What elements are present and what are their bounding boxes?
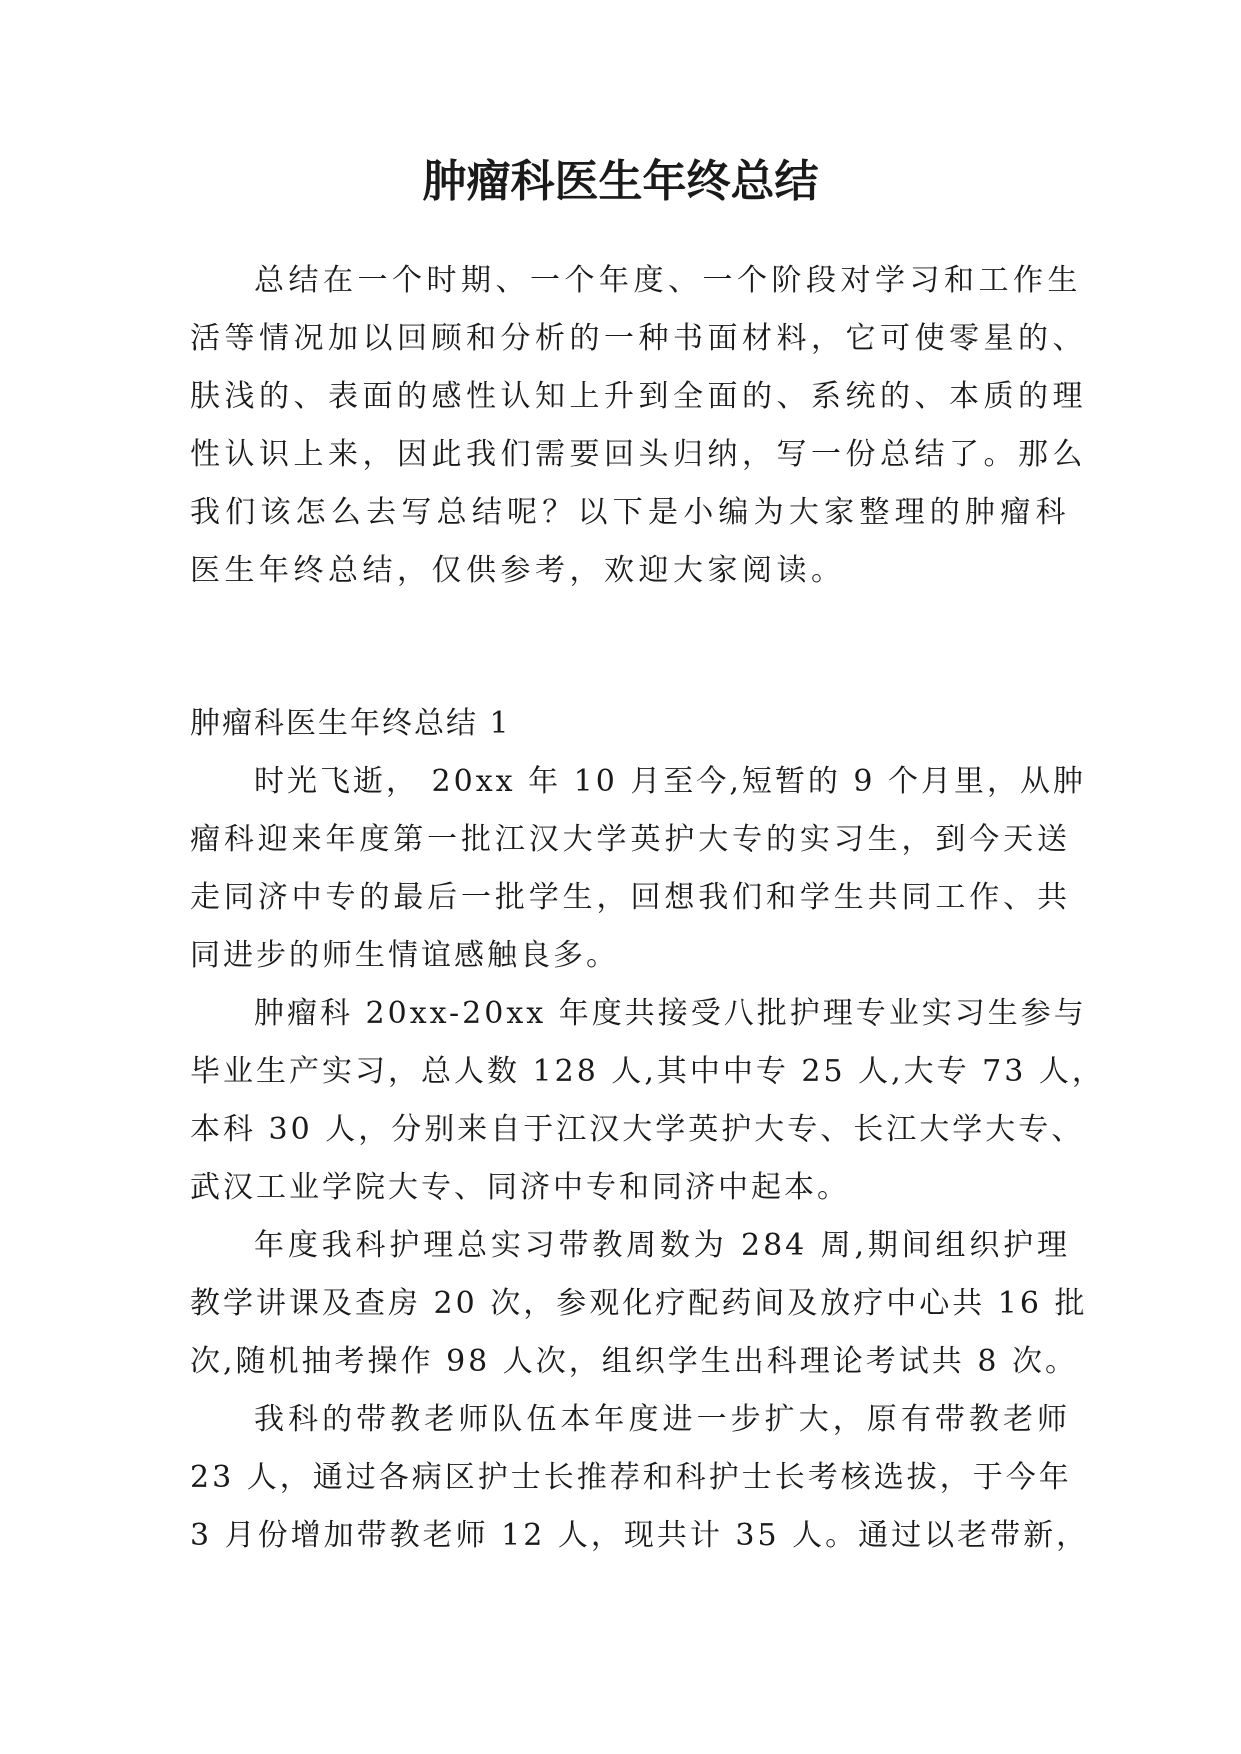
intro-line: 我们该怎么去写总结呢？以下是小编为大家整理的肿瘤科	[190, 495, 1070, 530]
paragraph-line: 肿瘤科 20xx-20xx 年度共接受八批护理专业实习生参与	[254, 996, 1087, 1031]
paragraph-line: 次,随机抽考操作 98 人次，组织学生出科理论考试共 8 次。	[190, 1344, 1078, 1379]
paragraph-line: 3 月份增加带教老师 12 人，现共计 35 人。通过以老带新，	[190, 1518, 1090, 1553]
paragraph-line: 毕业生产实习，总人数 128 人,其中中专 25 人,大专 73 人，	[190, 1054, 1105, 1089]
body-paragraph	[190, 1391, 1090, 1565]
document-title: 肿瘤科医生年终总结	[422, 156, 819, 207]
paragraph-line: 武汉工业学院大专、同济中专和同济中起本。	[190, 1170, 850, 1205]
intro-paragraph	[190, 252, 1087, 600]
paragraph-line: 时光飞逝， 20xx 年 10 月至今,短暂的 9 个月里，从肿	[254, 764, 1087, 799]
intro-line: 活等情况加以回顾和分析的一种书面材料，它可使零星的、	[190, 321, 1087, 356]
paragraph-line: 走同济中专的最后一批学生，回想我们和学生共同工作、共	[190, 880, 1070, 915]
paragraph-line: 本科 30 人，分别来自于江汉大学英护大专、长江大学大专、	[190, 1112, 1085, 1147]
body-paragraph	[190, 985, 1105, 1217]
intro-line: 医生年终总结，仅供参考，欢迎大家阅读。	[190, 553, 846, 588]
body-paragraph	[190, 753, 1087, 985]
intro-line: 总结在一个时期、一个年度、一个阶段对学习和工作生	[254, 263, 1082, 298]
paragraph-line: 同进步的师生情谊感触良多。	[190, 938, 619, 973]
intro-line: 性认识上来，因此我们需要回头归纳，写一份总结了。那么	[190, 437, 1087, 472]
paragraph-line: 瘤科迎来年度第一批江汉大学英护大专的实习生，到今天送	[190, 822, 1070, 857]
paragraph-line: 我科的带教老师队伍本年度进一步扩大，原有带教老师	[254, 1402, 1070, 1437]
paragraph-line: 年度我科护理总实习带教周数为 284 周,期间组织护理	[254, 1228, 1070, 1263]
paragraph-line: 教学讲课及查房 20 次，参观化疗配药间及放疗中心共 16 批	[190, 1286, 1088, 1321]
section-heading: 肿瘤科医生年终总结 1	[190, 706, 511, 741]
intro-line: 肤浅的、表面的感性认知上升到全面的、系统的、本质的理	[190, 379, 1087, 414]
body-paragraph	[190, 1217, 1088, 1391]
paragraph-line: 23 人，通过各病区护士长推荐和科护士长考核选拔，于今年	[190, 1460, 1072, 1495]
